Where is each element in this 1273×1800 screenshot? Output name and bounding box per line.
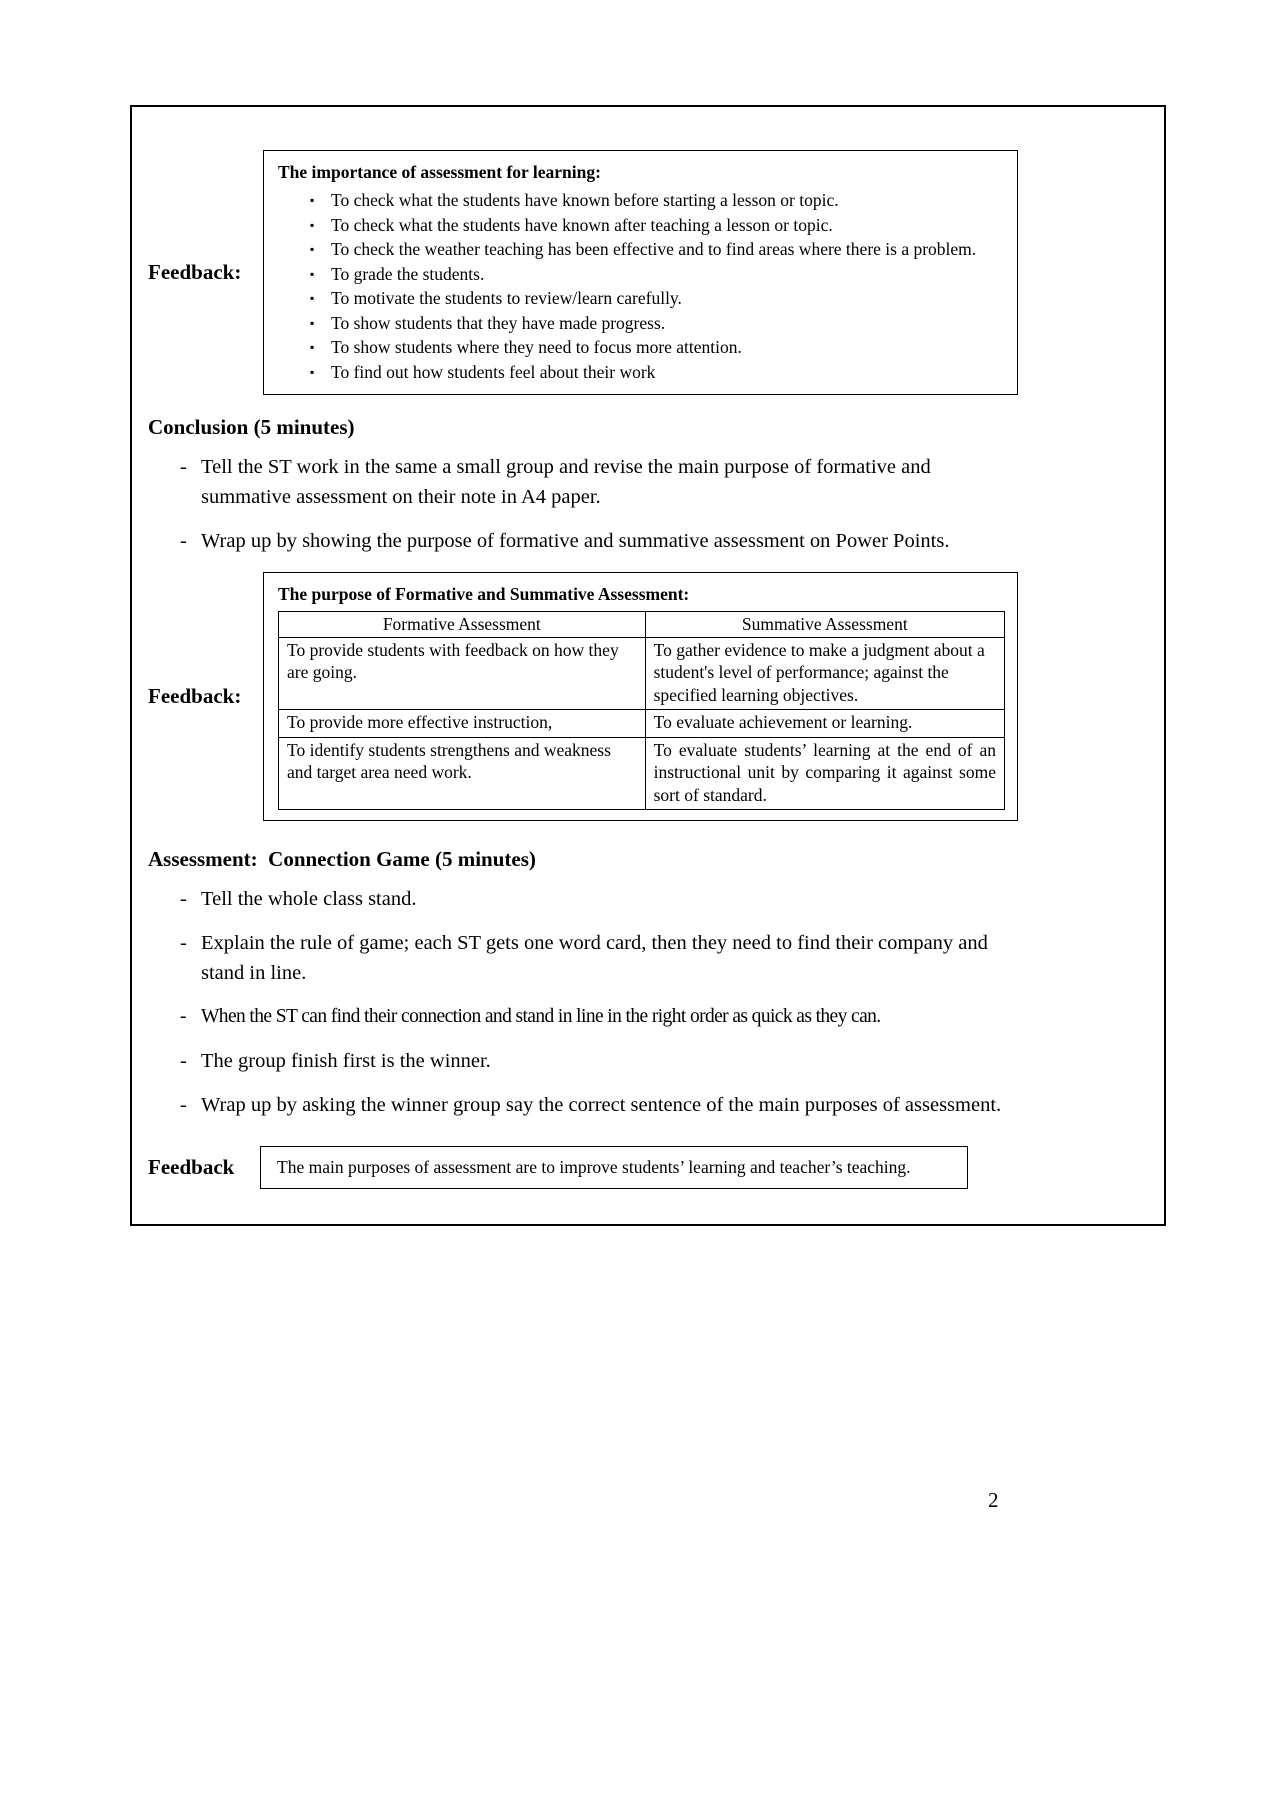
table-row <box>279 737 1005 810</box>
list-item: - Wrap up by showing the purpose of formative and summative assessment on Power Points. <box>180 526 1018 556</box>
content-frame <box>130 105 1166 1226</box>
conclusion-list <box>180 452 1164 556</box>
table-cell: To provide students with feedback on how they are going. <box>279 637 646 710</box>
list-item: ▪ To show students that they have made progress. <box>310 311 1005 336</box>
list-item: ▪ To check what the students have known after teaching a lesson or topic. <box>310 213 1005 238</box>
purpose-box-title: The purpose of Formative and Summative Assessment: <box>278 584 690 604</box>
list-item: ▪ To check the weather teaching has been effective and to find areas where there is a problem. <box>310 237 1005 262</box>
table-header-row <box>279 612 1005 638</box>
importance-list <box>278 188 1005 384</box>
list-item: - The group finish first is the winner. <box>180 1046 1018 1076</box>
assessment-list <box>180 884 1164 1120</box>
conclusion-heading: Conclusion (5 minutes) <box>148 415 355 439</box>
page-number: 2 <box>988 1488 999 1512</box>
column-header: Summative Assessment <box>645 612 1004 638</box>
importance-box <box>263 150 1018 395</box>
list-item: ▪ To check what the students have known before starting a lesson or topic. <box>310 188 1005 213</box>
table-row <box>279 710 1005 738</box>
list-item: - Tell the whole class stand. <box>180 884 1018 914</box>
feedback-label: Feedback: <box>148 260 242 284</box>
final-feedback-box: The main purposes of assessment are to improve students’ learning and teacher’s teaching. <box>260 1146 968 1189</box>
list-item: - Tell the ST work in the same a small group and revise the main purpose of formative and summative assessment on their note in A4 paper. <box>180 452 1018 512</box>
list-item: ▪ To find out how students feel about their work <box>310 360 1005 385</box>
table-cell: To evaluate students’ learning at the end of an instructional unit by comparing it against some sort of standard. <box>645 737 1004 810</box>
feedback-section-importance <box>132 150 1164 395</box>
importance-box-title: The importance of assessment for learning: <box>278 162 601 182</box>
table-cell: To evaluate achievement or learning. <box>645 710 1004 738</box>
list-item: - Explain the rule of game; each ST gets one word card, then they need to find their company and stand in line. <box>180 928 1018 988</box>
list-item: ▪ To motivate the students to review/learn carefully. <box>310 286 1005 311</box>
list-item: ▪ To grade the students. <box>310 262 1005 287</box>
list-item: ▪ To show students where they need to focus more attention. <box>310 335 1005 360</box>
feedback-label: Feedback <box>148 1155 235 1179</box>
list-item: - When the ST can find their connection and stand in line in the right order as quick as they can. <box>180 1002 1018 1032</box>
table-cell: To identify students strengthens and weakness and target area need work. <box>279 737 646 810</box>
feedback-section-final <box>132 1146 1164 1189</box>
column-header: Formative Assessment <box>279 612 646 638</box>
table-cell: To gather evidence to make a judgment about a student's level of performance; against the specified learning objectives. <box>645 637 1004 710</box>
purpose-table <box>278 611 1005 810</box>
list-item: - Wrap up by asking the winner group say the correct sentence of the main purposes of assessment. <box>180 1090 1018 1120</box>
purpose-box <box>263 572 1018 821</box>
table-row <box>279 637 1005 710</box>
feedback-section-purpose <box>132 572 1164 821</box>
table-cell: To provide more effective instruction, <box>279 710 646 738</box>
assessment-heading: Assessment: Connection Game (5 minutes) <box>148 847 536 871</box>
feedback-label: Feedback: <box>148 684 242 708</box>
